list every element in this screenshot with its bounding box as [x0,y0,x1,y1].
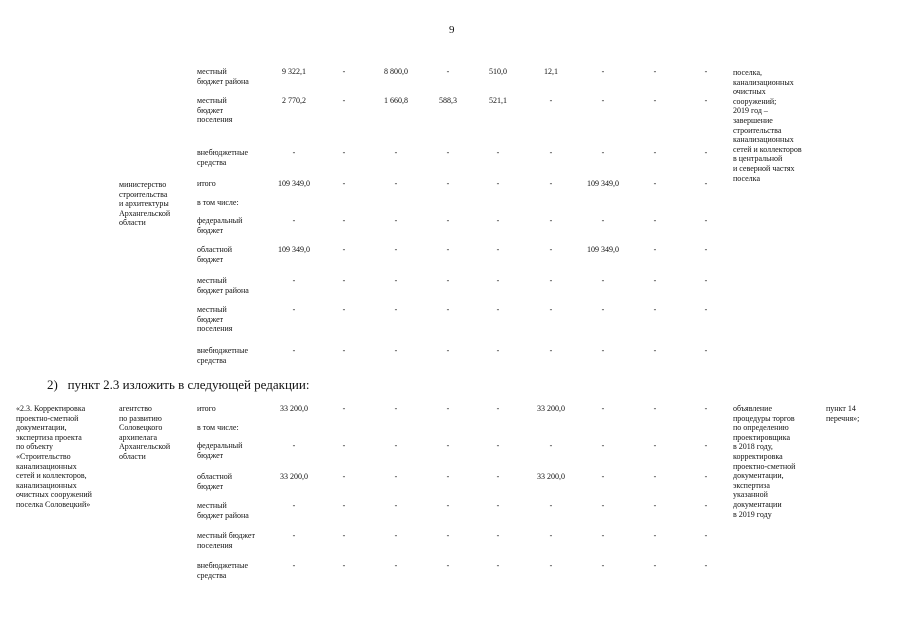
row-label: внебюджетные средства [197,346,248,365]
row-label: местный бюджет района [197,501,249,520]
table-cell: - [342,501,346,510]
table-cell: - [496,179,500,188]
table-cell: 33 200,0 [280,404,308,413]
table-cell: - [446,531,450,540]
responsible-cell: агентство по развитию Соловецкого архипелага Архангельской области [119,404,171,461]
row-label: федеральный бюджет [197,441,243,460]
table-cell: - [394,276,398,285]
table-cell: - [496,561,500,570]
table-cell: - [342,346,346,355]
table-cell: - [446,441,450,450]
table-cell: - [549,276,553,285]
table-cell: - [394,441,398,450]
table-cell: - [653,245,657,254]
table-cell: - [704,148,708,157]
table-cell: - [446,472,450,481]
table-cell: - [394,346,398,355]
table-cell: - [601,148,605,157]
table-cell: - [342,472,346,481]
table-cell: - [704,561,708,570]
table-cell: 33 200,0 [537,404,565,413]
table-cell: - [704,67,708,76]
table-cell: - [394,404,398,413]
table-cell: - [549,245,553,254]
result-cell: поселка, канализационных очистных сооружений; 2019 год – завершение строительства канализационных сетей и коллекторов в центральной и северной частях поселка [733,68,802,183]
table-cell: - [601,472,605,481]
row-label: в том числе: [197,423,239,432]
table-cell: - [653,404,657,413]
table-cell: - [549,216,553,225]
table-cell: - [653,441,657,450]
row-label: местный бюджет района [197,276,249,295]
table-cell: 9 322,1 [282,67,306,76]
page-number: 9 [449,24,455,36]
table-cell: - [342,531,346,540]
table-cell: - [704,216,708,225]
table-cell: 521,1 [489,96,507,105]
table-cell: - [496,472,500,481]
table-cell: - [704,404,708,413]
table-cell: - [549,346,553,355]
table-cell: - [394,531,398,540]
table-cell: - [496,245,500,254]
table-cell: - [342,245,346,254]
row-label: итого [197,404,216,413]
table-cell: - [292,276,296,285]
table-cell: - [704,501,708,510]
table-cell: - [704,179,708,188]
table-cell: - [342,404,346,413]
item-cell: «2.3. Корректировка проектно-сметной документации, экспертиза проекта по объекту «Строительство канализационных сетей и коллекторов, канализационных очистных сооружений поселка Соловецкий» [16,404,92,509]
table-cell: - [342,96,346,105]
table-cell: 588,3 [439,96,457,105]
table-cell: - [394,305,398,314]
table-cell: - [292,216,296,225]
table-cell: - [446,148,450,157]
table-cell: 2 770,2 [282,96,306,105]
table-cell: - [601,531,605,540]
table-cell: - [394,561,398,570]
table-cell: - [446,179,450,188]
table-cell: - [704,245,708,254]
table-cell: - [601,404,605,413]
table-cell: - [446,561,450,570]
table-cell: - [601,346,605,355]
table-cell: - [394,216,398,225]
table-cell: - [601,305,605,314]
row-label: внебюджетные средства [197,148,248,167]
table-cell: - [653,216,657,225]
row-label: местный бюджет поселения [197,96,233,125]
table-cell: - [342,276,346,285]
table-cell: - [292,501,296,510]
row-label: областной бюджет [197,245,233,264]
table-cell: - [342,441,346,450]
responsible-cell: министерство строительства и архитектуры Архангельской области [119,180,171,228]
table-cell: - [342,216,346,225]
table-cell: - [394,501,398,510]
table-cell: 510,0 [489,67,507,76]
row-label: итого [197,179,216,188]
table-cell: - [601,501,605,510]
table-cell: - [704,276,708,285]
row-label: местный бюджет района [197,67,249,86]
table-cell: - [446,305,450,314]
table-cell: 109 349,0 [587,179,619,188]
table-cell: - [549,96,553,105]
table-cell: - [549,148,553,157]
section-heading: 2) пункт 2.3 изложить в следующей редакции: [47,377,310,392]
table-cell: - [292,441,296,450]
table-cell: - [394,179,398,188]
table-cell: - [601,561,605,570]
table-cell: - [342,148,346,157]
table-cell: 109 349,0 [278,245,310,254]
table-cell: - [704,472,708,481]
table-cell: - [496,346,500,355]
table-cell: - [653,276,657,285]
table-cell: - [292,561,296,570]
row-label: внебюджетные средства [197,561,248,580]
table-cell: 1 660,8 [384,96,408,105]
table-cell: - [292,346,296,355]
table-cell: - [446,276,450,285]
table-cell: - [653,561,657,570]
table-cell: - [653,96,657,105]
table-cell: - [342,179,346,188]
table-cell: - [446,245,450,254]
table-cell: - [601,276,605,285]
table-cell: 12,1 [544,67,558,76]
table-cell: - [653,472,657,481]
table-cell: - [704,531,708,540]
table-cell: - [292,531,296,540]
result-cell: объявление процедуры торгов по определению проектировщика в 2018 году, корректировка проектно-сметной документации, экспертиза указанной документации в 2019 году [733,404,796,519]
row-label: местный бюджет поселения [197,305,233,334]
table-cell: - [446,346,450,355]
table-cell: - [601,441,605,450]
table-cell: - [342,561,346,570]
table-cell: - [704,305,708,314]
row-label: федеральный бюджет [197,216,243,235]
table-cell: - [549,531,553,540]
row-label: в том числе: [197,198,239,207]
table-cell: - [446,216,450,225]
table-cell: - [549,561,553,570]
table-cell: - [496,276,500,285]
table-cell: - [549,441,553,450]
table-cell: - [653,179,657,188]
table-cell: - [601,96,605,105]
table-cell: 8 800,0 [384,67,408,76]
link-cell: пункт 14 перечня»; [826,404,860,423]
table-cell: - [446,67,450,76]
table-cell: - [496,531,500,540]
table-cell: - [496,441,500,450]
table-cell: - [601,216,605,225]
table-cell: - [496,305,500,314]
table-cell: - [549,501,553,510]
table-cell: - [704,96,708,105]
table-cell: - [496,148,500,157]
table-cell: - [446,404,450,413]
table-cell: - [704,441,708,450]
table-cell: 33 200,0 [537,472,565,481]
table-cell: - [601,67,605,76]
table-cell: - [394,472,398,481]
table-cell: - [342,67,346,76]
table-cell: - [653,531,657,540]
table-cell: 109 349,0 [587,245,619,254]
table-cell: - [292,305,296,314]
table-cell: - [704,346,708,355]
table-cell: - [653,501,657,510]
table-cell: - [394,148,398,157]
table-cell: - [549,179,553,188]
table-cell: - [653,305,657,314]
table-cell: - [446,501,450,510]
table-cell: - [496,216,500,225]
table-cell: - [496,501,500,510]
table-cell: - [394,245,398,254]
table-cell: - [496,404,500,413]
row-label: местный бюджет поселения [197,531,255,550]
table-cell: - [549,305,553,314]
table-cell: - [653,67,657,76]
table-cell: - [292,148,296,157]
table-cell: 109 349,0 [278,179,310,188]
table-cell: - [342,305,346,314]
row-label: областной бюджет [197,472,233,491]
table-cell: - [653,148,657,157]
table-cell: - [653,346,657,355]
table-cell: 33 200,0 [280,472,308,481]
